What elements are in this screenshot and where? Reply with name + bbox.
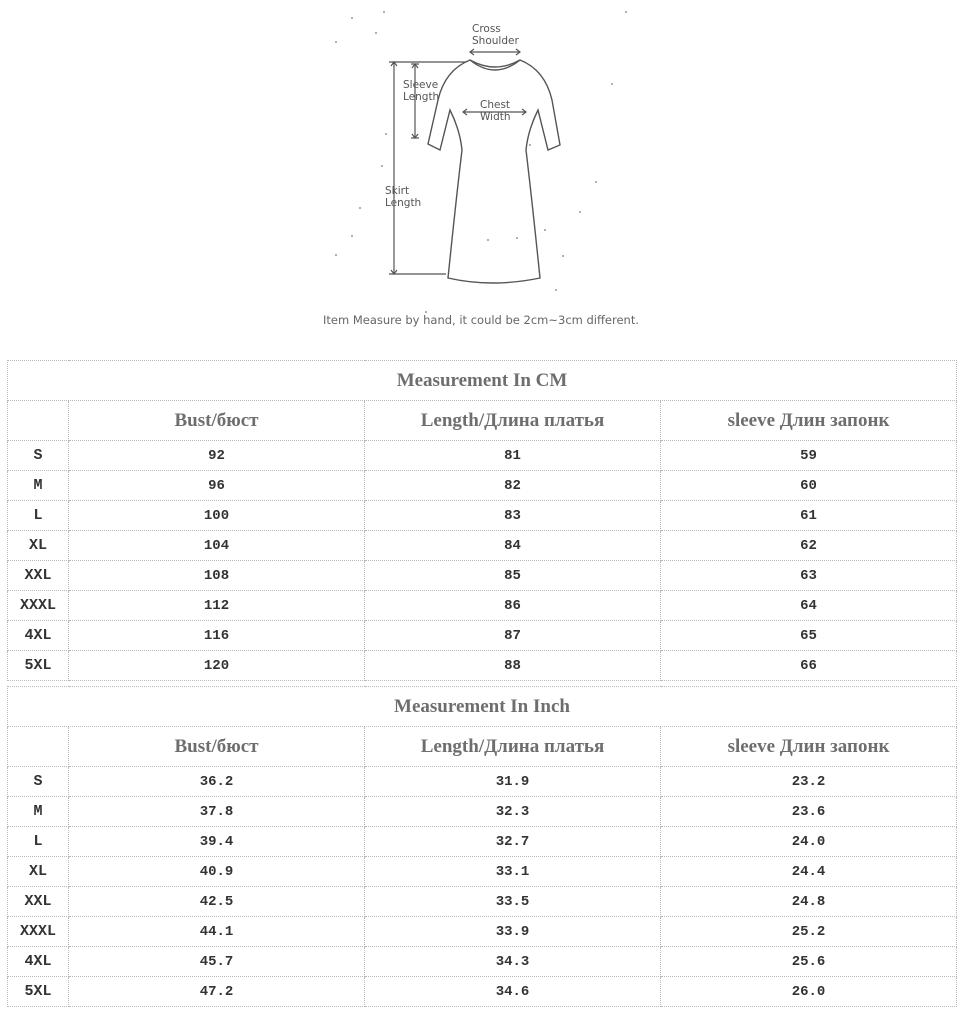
sleeve-value: 26.0	[661, 977, 957, 1007]
bust-value: 39.4	[69, 827, 365, 857]
size-label: M	[8, 797, 69, 827]
measurement-note: Item Measure by hand, it could be 2cm~3cm different.	[322, 313, 640, 327]
header-length: Length/Длина платья	[365, 727, 661, 767]
size-label: XL	[8, 531, 69, 561]
size-label: 4XL	[8, 947, 69, 977]
bust-value: 100	[69, 501, 365, 531]
table-row	[8, 947, 957, 977]
length-value: 33.5	[365, 887, 661, 917]
header-bust: Bust/бюст	[69, 401, 365, 441]
bust-value: 116	[69, 621, 365, 651]
size-label: XL	[8, 857, 69, 887]
header-sleeve: sleeve Длин запонк	[661, 401, 957, 441]
sleeve-value: 65	[661, 621, 957, 651]
cross-shoulder-label: Cross Shoulder	[472, 23, 519, 47]
table-row	[8, 651, 957, 681]
measurement-diagram	[0, 0, 962, 350]
header-bust: Bust/бюст	[69, 727, 365, 767]
size-label: S	[8, 441, 69, 471]
table-row	[8, 827, 957, 857]
length-value: 87	[365, 621, 661, 651]
size-label: S	[8, 767, 69, 797]
sleeve-value: 64	[661, 591, 957, 621]
bust-value: 92	[69, 441, 365, 471]
dress-outline-illustration	[0, 0, 962, 350]
bust-value: 47.2	[69, 977, 365, 1007]
table-row	[8, 591, 957, 621]
size-label: 5XL	[8, 651, 69, 681]
bust-value: 42.5	[69, 887, 365, 917]
size-label: M	[8, 471, 69, 501]
sleeve-value: 61	[661, 501, 957, 531]
size-label: L	[8, 827, 69, 857]
length-value: 88	[365, 651, 661, 681]
header-blank	[8, 401, 69, 441]
size-label: L	[8, 501, 69, 531]
table-title: Measurement In CM	[8, 361, 957, 401]
length-value: 82	[365, 471, 661, 501]
size-label: XXL	[8, 561, 69, 591]
skirt-length-label: Skirt Length	[385, 185, 422, 209]
size-table-cm	[7, 360, 957, 681]
length-value: 81	[365, 441, 661, 471]
bust-value: 45.7	[69, 947, 365, 977]
length-value: 32.3	[365, 797, 661, 827]
sleeve-value: 25.6	[661, 947, 957, 977]
table-row	[8, 917, 957, 947]
length-value: 34.6	[365, 977, 661, 1007]
bust-value: 108	[69, 561, 365, 591]
sleeve-length-label: Sleeve Length	[403, 79, 440, 103]
table-row	[8, 797, 957, 827]
sleeve-value: 59	[661, 441, 957, 471]
bust-value: 40.9	[69, 857, 365, 887]
header-length: Length/Длина платья	[365, 401, 661, 441]
length-value: 83	[365, 501, 661, 531]
table-row	[8, 471, 957, 501]
sleeve-value: 24.0	[661, 827, 957, 857]
sleeve-value: 60	[661, 471, 957, 501]
table-row	[8, 857, 957, 887]
size-label: XXL	[8, 887, 69, 917]
length-value: 32.7	[365, 827, 661, 857]
table-row	[8, 977, 957, 1007]
bust-value: 112	[69, 591, 365, 621]
bust-value: 120	[69, 651, 365, 681]
bust-value: 104	[69, 531, 365, 561]
bust-value: 96	[69, 471, 365, 501]
sleeve-value: 63	[661, 561, 957, 591]
table-row	[8, 561, 957, 591]
table-row	[8, 531, 957, 561]
table-title: Measurement In Inch	[8, 687, 957, 727]
size-label: 5XL	[8, 977, 69, 1007]
table-row	[8, 767, 957, 797]
sleeve-value: 24.4	[661, 857, 957, 887]
length-value: 86	[365, 591, 661, 621]
length-value: 84	[365, 531, 661, 561]
table-row	[8, 621, 957, 651]
size-label: XXXL	[8, 591, 69, 621]
table-row	[8, 441, 957, 471]
bust-value: 37.8	[69, 797, 365, 827]
sleeve-value: 24.8	[661, 887, 957, 917]
sleeve-value: 66	[661, 651, 957, 681]
length-value: 34.3	[365, 947, 661, 977]
length-value: 33.1	[365, 857, 661, 887]
size-label: XXXL	[8, 917, 69, 947]
size-table-inch	[7, 686, 957, 1007]
sleeve-value: 25.2	[661, 917, 957, 947]
chest-width-label: Chest Width	[480, 99, 511, 123]
bust-value: 44.1	[69, 917, 365, 947]
table-row	[8, 887, 957, 917]
length-value: 31.9	[365, 767, 661, 797]
length-value: 85	[365, 561, 661, 591]
bust-value: 36.2	[69, 767, 365, 797]
header-sleeve: sleeve Длин запонк	[661, 727, 957, 767]
length-value: 33.9	[365, 917, 661, 947]
header-blank	[8, 727, 69, 767]
table-row	[8, 501, 957, 531]
sleeve-value: 23.6	[661, 797, 957, 827]
sleeve-value: 23.2	[661, 767, 957, 797]
sleeve-value: 62	[661, 531, 957, 561]
size-label: 4XL	[8, 621, 69, 651]
